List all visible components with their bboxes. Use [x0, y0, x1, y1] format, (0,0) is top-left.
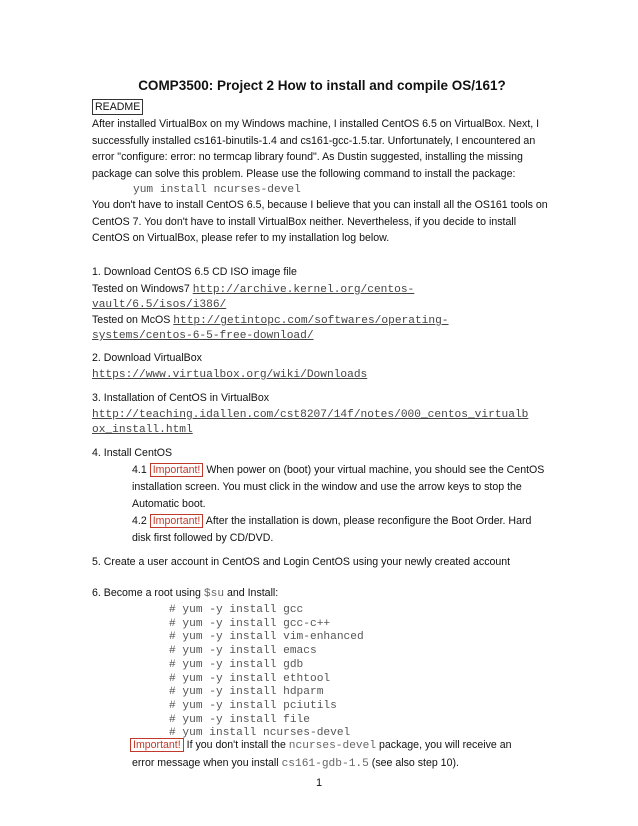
step4-heading: 4. Install CentOS	[92, 447, 173, 459]
install-command: # yum -y install pciutils	[169, 699, 337, 712]
step6-note-line2	[132, 755, 459, 772]
getintopc-link-cont[interactable]: systems/centos-6-5-free-download/	[92, 330, 314, 342]
install-command: # yum -y install gdb	[169, 658, 304, 671]
ncurses-devel-code: ncurses-devel	[288, 740, 377, 752]
install-command: # yum -y install ethtool	[169, 672, 331, 685]
step4-item1-number: 4.1	[132, 464, 147, 476]
step4-item2-number: 4.2	[132, 515, 147, 527]
step5-heading: 5. Create a user account in CentOS and Login CentOS using your newly created account	[92, 556, 511, 568]
su-command: $su	[203, 588, 225, 600]
virtualbox-download-link[interactable]: https://www.virtualbox.org/wiki/Downloads	[92, 369, 368, 381]
step4-item1-text-a: When power on (boot) your virtual machine, you should see the CentOS	[203, 464, 545, 476]
install-command: # yum -y install file	[169, 713, 310, 726]
step1-mac-label: Tested on McOS	[92, 314, 174, 326]
intro-command: yum install ncurses-devel	[133, 184, 301, 196]
intro-paragraph-1: After installed VirtualBox on my Windows machine, I installed CentOS 6.5 on VirtualBox. Next, I successfully installed cs161-binutils-1.4 and cs161-gcc-1.5.tar. Unfortunately, I encountered an error "configure: error: no termcap library found". As Dustin suggested, installing the missing package can solve this problem. Please use the following command to install the package:	[92, 118, 540, 180]
step3-heading: 3. Installation of CentOS in VirtualBox	[92, 392, 270, 404]
step6-heading	[92, 585, 278, 602]
readme-label: README	[92, 99, 143, 115]
step6-note	[130, 737, 512, 754]
cs161-gdb-code: cs161-gdb-1.5	[281, 758, 369, 770]
step6-note-b: package, you will receive an	[376, 739, 512, 751]
centos-archive-link[interactable]: http://archive.kernel.org/centos-	[192, 284, 415, 296]
install-command: # yum -y install gcc	[169, 604, 304, 616]
important-badge: Important!	[130, 738, 184, 752]
install-command: # yum -y install hdparm	[169, 686, 324, 699]
install-command: # yum install ncurses-devel	[169, 727, 351, 740]
step6-note-d: (see also step 10).	[368, 757, 459, 769]
important-badge: Important!	[150, 463, 204, 477]
install-command: # yum -y install vim-enhanced	[169, 631, 364, 644]
step6-heading-a: 6. Become a root using	[92, 587, 204, 599]
idallen-install-link[interactable]: http://teaching.idallen.com/cst8207/14f/notes/000_centos_virtualb	[92, 409, 529, 421]
step4-item2	[132, 513, 531, 529]
install-command: # yum -y install gcc-c++	[169, 617, 331, 630]
step4-item1-text-c: Automatic boot.	[132, 498, 206, 510]
step6-note-a: If you don't install the	[183, 739, 289, 751]
step6-note-c: error message when you install	[132, 757, 282, 769]
page-title: COMP3500: Project 2 How to install and compile OS/161?	[138, 78, 506, 93]
step1-windows-label: Tested on Windows7	[92, 283, 193, 295]
step2-heading: 2. Download VirtualBox	[92, 352, 202, 364]
step1-heading: 1. Download CentOS 6.5 CD ISO image file	[92, 266, 297, 278]
intro-paragraph-2: You don't have to install CentOS 6.5, because I believe that you can install all the OS161 tools on CentOS 7. You don't have to install VirtualBox neither. Nevertheless, if you decide to install CentOS on VirtualBox, please refer to my installation log below.	[92, 199, 548, 244]
step4-item1	[132, 462, 544, 478]
idallen-install-link-cont[interactable]: ox_install.html	[92, 424, 193, 436]
page-number: 1	[315, 777, 323, 789]
centos-archive-link-cont[interactable]: vault/6.5/isos/i386/	[92, 299, 227, 311]
install-command: # yum -y install emacs	[169, 645, 317, 658]
step4-item2-text-a: After the installation is down, please reconfigure the Boot Order. Hard	[203, 515, 532, 527]
important-badge: Important!	[150, 514, 204, 528]
getintopc-link[interactable]: http://getintopc.com/softwares/operating-	[173, 315, 449, 327]
step4-item2-text-b: disk first followed by CD/DVD.	[132, 532, 274, 544]
step6-heading-b: and Install:	[224, 587, 279, 599]
step4-item1-text-b: installation screen. You must click in the window and use the arrow keys to stop the	[132, 481, 522, 493]
